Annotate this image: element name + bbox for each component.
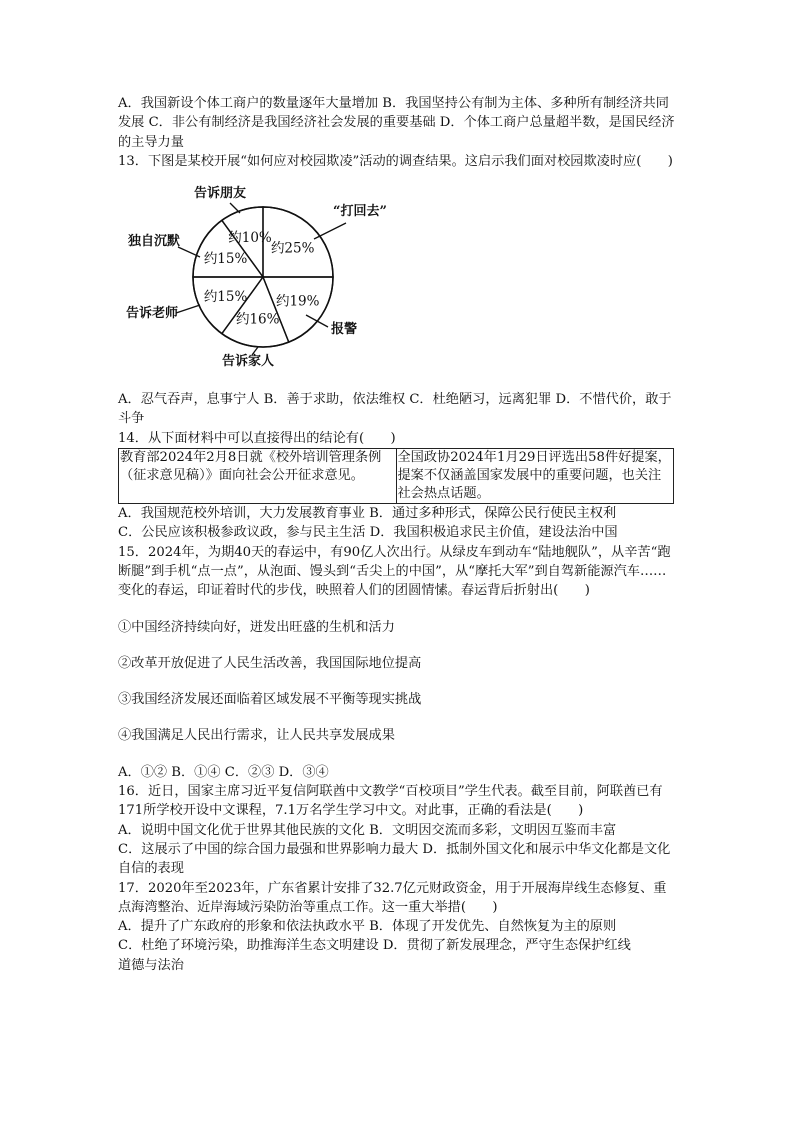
pie-leader-line xyxy=(314,223,346,239)
q17-options-line2: C．杜绝了环境污染，助推海洋生态文明建设 D．贯彻了新发展理念，严守生态保护红线 xyxy=(118,938,631,954)
q15-statement-1: ①中国经济持续向好，迸发出旺盛的生机和活力 xyxy=(118,619,395,635)
pie-leader-line xyxy=(230,203,240,213)
q15-statement-2: ②改革开放促进了人民生活改善，我国国际地位提高 xyxy=(118,655,422,671)
pie-leader-line xyxy=(178,247,200,257)
q16-options-line1: A．说明中国文化优于世界其他民族的文化 B．文明因交流而多彩，文明因互鉴而丰富 xyxy=(118,822,617,838)
material-left: 教育部2024年2月8日就《校外培训管理条例（征求意见稿）》面向社会公开征求意见。 xyxy=(119,449,397,504)
pie-category-label: 报警 xyxy=(330,322,358,338)
q14-options-line2: C．公民应该积极参政议政，参与民主生活 D．我国积极追求民主价值，建设法治中国 xyxy=(118,525,618,541)
pie-value-label: 约16% xyxy=(235,311,280,328)
pie-value-label: 约25% xyxy=(270,240,315,257)
q14-stem: 14．从下面材料中可以直接得出的结论有( ) xyxy=(118,430,396,446)
q16-stem: 16．近日，国家主席习近平复信阿联酋中文教学“百校项目”学生代表。截至目前，阿联酋已有171所学校开设中文课程，7.1万名学生学习中文。对此事，正确的看法是( ) xyxy=(118,784,663,819)
footer-subject: 道德与法治 xyxy=(118,957,184,973)
material-right: 全国政协2024年1月29日评选出58件好提案，提案不仅涵盖国家发展中的重要问题，也关注社会热点话题。 xyxy=(396,449,674,504)
material-table xyxy=(118,448,674,504)
q17-stem: 17．2020年至2023年，广东省累计安排了32.7亿元财政资金，用于开展海岸线生态修复、重点海湾整治、近岸海域污染防治等重点工作。这一重大举措( ) xyxy=(118,880,667,915)
pie-leader-line xyxy=(306,315,328,327)
pie-chart xyxy=(118,177,418,382)
q16-options-line2: C．这展示了中国的综合国力最强和世界影响力最大 D．抵制外国文化和展示中华文化都是文化自信的表现 xyxy=(118,841,671,877)
pie-category-label: “打回去” xyxy=(333,204,387,220)
q15-options: A．①② B．①④ C．②③ D．③④ xyxy=(118,764,329,780)
pie-leader-line xyxy=(176,305,200,313)
q15-statement-3: ③我国经济发展还面临着区域发展不平衡等现实挑战 xyxy=(118,692,422,708)
exam-page xyxy=(118,94,678,975)
q13-options: A．忍气吞声，息事宁人 B．善于求助，依法维权 C．杜绝陋习，远离犯罪 D．不惜代价，敢于斗争 xyxy=(118,392,672,427)
q14-options-line1: A．我国规范校外培训，大力发展教育事业 B．通过多种形式，保障公民行使民主权利 xyxy=(118,506,617,522)
q12-options: A．我国新设个体工商户的数量逐年大量增加 B．我国坚持公有制为主体、多种所有制经济共同发展 C．非公有制经济是我国经济社会发展的重要基础 D．个体工商户总量超半数，是国民经济的主导力量 xyxy=(118,96,675,150)
pie-category-label: 告诉家人 xyxy=(221,354,275,370)
pie-category-label: 告诉朋友 xyxy=(193,186,247,202)
pie-category-label: 告诉老师 xyxy=(125,306,179,322)
q13-stem: 13．下图是某校开展“如何应对校园欺凌”活动的调查结果。这启示我们面对校园欺凌时应( ) xyxy=(118,153,673,169)
pie-chart-svg xyxy=(118,177,418,382)
pie-value-label: 约15% xyxy=(203,251,248,268)
q15-statement-4: ④我国满足人民出行需求，让人民共享发展成果 xyxy=(118,728,395,744)
pie-value-label: 约15% xyxy=(203,289,248,306)
q15-stem: 15．2024年，为期40天的春运中，有90亿人次出行。从绿皮车到动车“陆地舰队”，从辛苦“跑断腿”到手机“点一点”，从泡面、馒头到“舌尖上的中国”，从“摩托大军”到自驾新能源汽车……变化的春运，印证着时代的步伐，映照着人们的团圆情愫。春运背后折射出( ) xyxy=(118,544,671,599)
pie-value-label: 约19% xyxy=(275,293,320,310)
pie-value-label: 约10% xyxy=(228,230,272,247)
pie-category-label: 独自沉默 xyxy=(127,234,181,250)
q17-options-line1: A．提升了广东政府的形象和依法执政水平 B．体现了开发优先、自然恢复为主的原则 xyxy=(118,919,617,935)
